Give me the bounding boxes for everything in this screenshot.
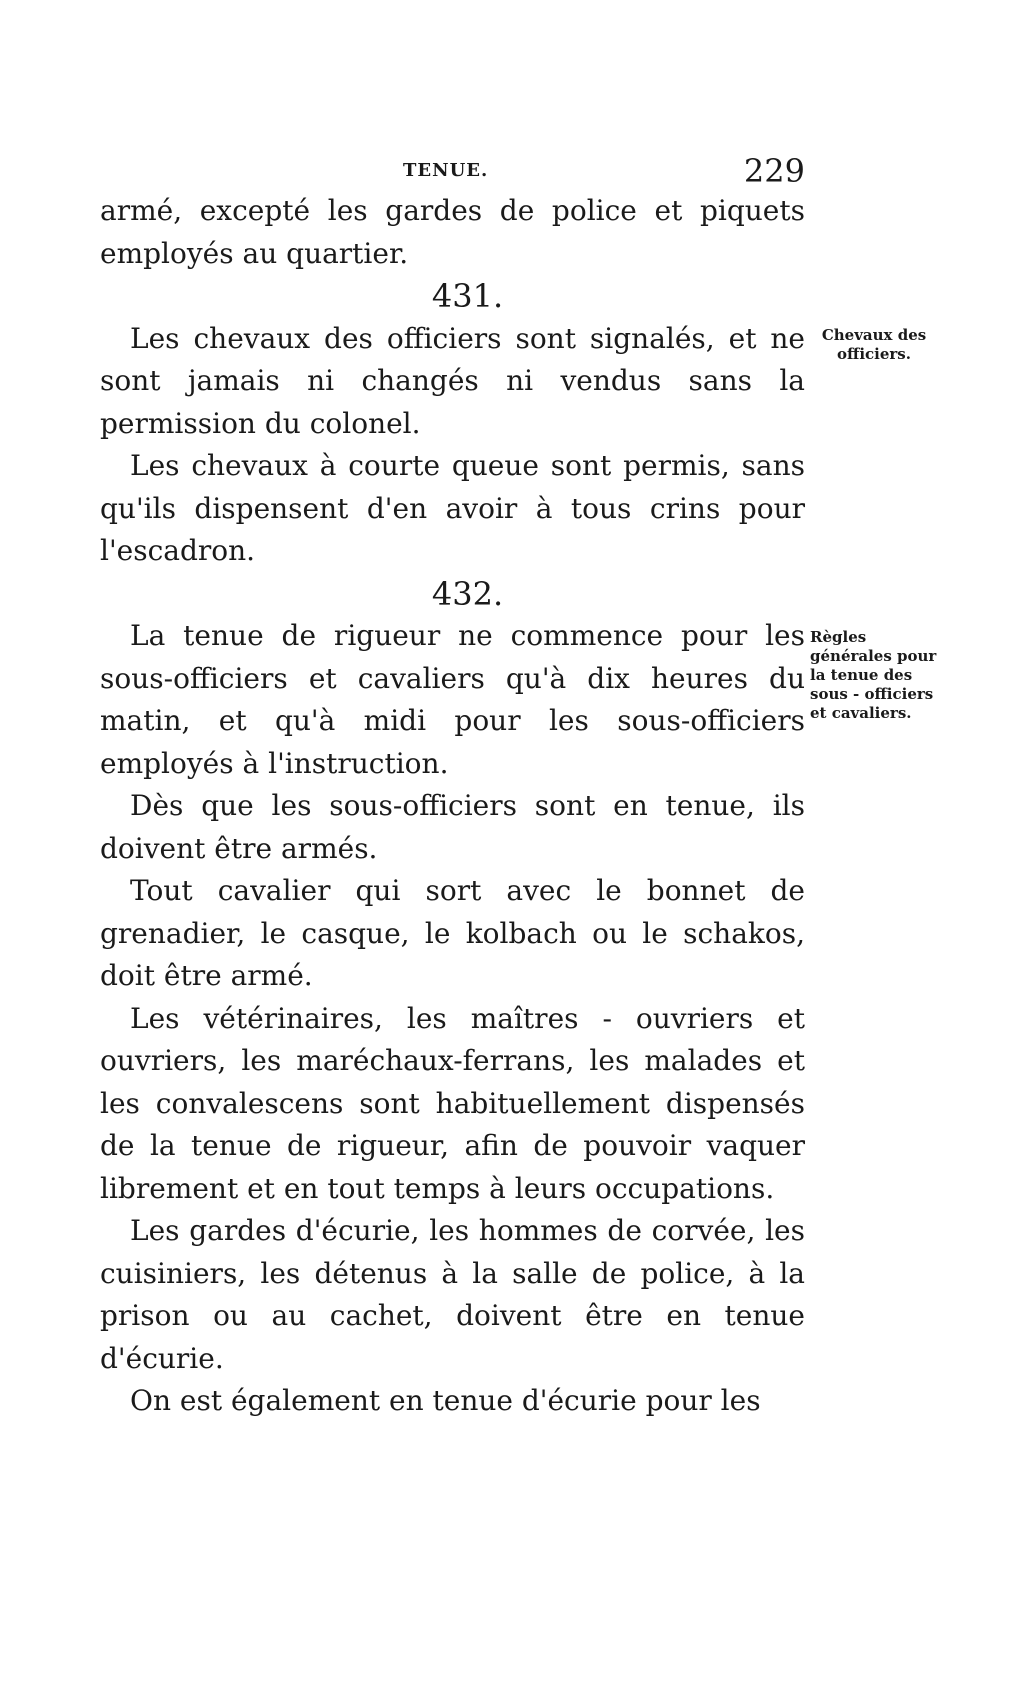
paragraph-continuation: armé, excepté les gardes de police et piquets employés au quartier. bbox=[100, 194, 805, 270]
paragraph-horses-officers: Les chevaux des officiers sont signalés, et ne sont jamais ni changés ni vendus sans la permission du colonel. bbox=[100, 321, 805, 440]
page-header bbox=[100, 152, 805, 192]
margin-note-regles: Règles générales pour la tenue des sous - officiers et cavaliers. bbox=[810, 628, 937, 722]
paragraph-tenue-ecurie: On est également en tenue d'écurie pour les bbox=[130, 1384, 761, 1417]
section-number-431: 431. bbox=[431, 277, 504, 315]
paragraph-short-tail-horses: Les chevaux à courte queue sont permis, sans qu'ils dispensent d'en avoir à tous crins pour l'escadron. bbox=[100, 449, 805, 567]
main-text bbox=[100, 190, 805, 1423]
paragraph-sous-officiers-armes: Dès que les sous-officiers sont en tenue, ils doivent être armés. bbox=[100, 789, 805, 865]
paragraph-gardes-ecurie: Les gardes d'écurie, les hommes de corvée, les cuisiniers, les détenus à la salle de police, à la prison ou au cachet, doivent être en tenue d'écurie. bbox=[100, 1214, 805, 1375]
margin-note-chevaux: Chevaux des officiers. bbox=[821, 326, 927, 363]
paragraph-veterinaires: Les vétérinaires, les maîtres - ouvriers et ouvriers, les maréchaux-ferrans, les malades et les convalescens sont habituellement dispensés de la tenue de rigueur, afin de pouvoir vaquer librement et en tout temps à leurs occupations. bbox=[100, 1001, 805, 1205]
section-number-432: 432. bbox=[431, 574, 504, 613]
paragraph-cavalier-arme: Tout cavalier qui sort avec le bonnet de grenadier, le casque, le kolbach ou le schakos, doit être armé. bbox=[100, 874, 805, 992]
page-number: 229 bbox=[743, 152, 805, 190]
paragraph-tenue-rigueur: La tenue de rigueur ne commence pour les sous-officiers et cavaliers qu'à dix heures du matin, et qu'à midi pour les sous-officiers employés à l'instruction. bbox=[100, 619, 805, 780]
running-title: TENUE. bbox=[403, 160, 489, 181]
